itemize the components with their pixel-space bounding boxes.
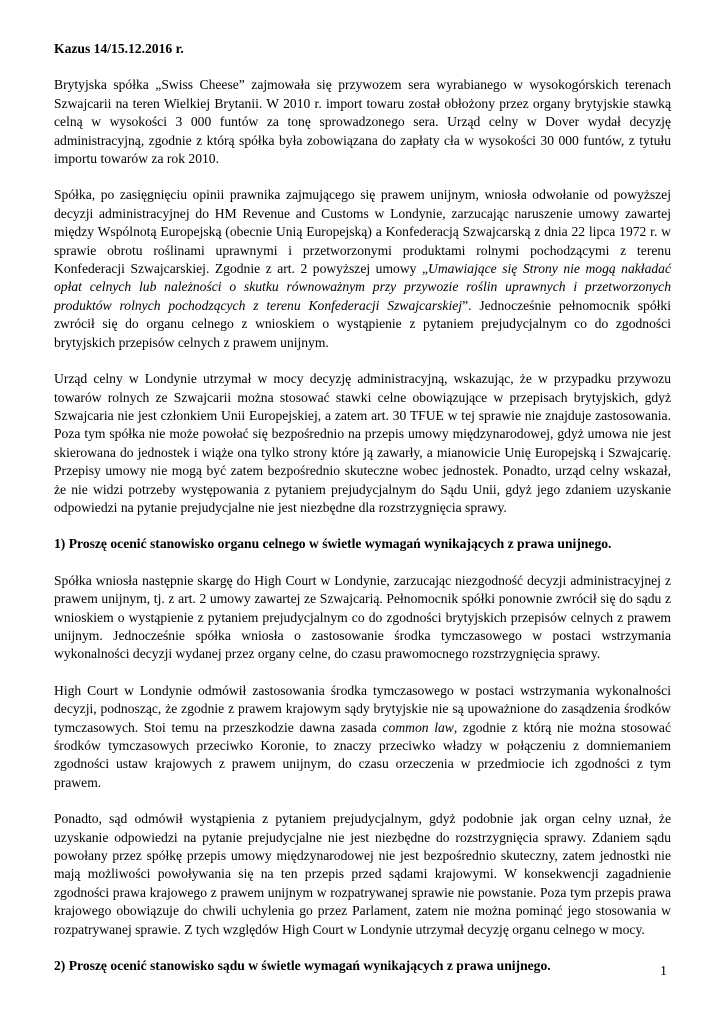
paragraph-high-court-complaint: Spółka wniosła następnie skargę do High Court w Londynie, zarzucając niezgodność decyzji administracyjnej z prawem unijnym, tj. z art. 2 umowy zawartej ze Szwajcarią. Pełnomocnik spółki ponownie zwrócił się do sądu z wnioskiem o wystąpienie z pytaniem prejudycjalnym co do zgodności brytyjskich przepisów celnych z prawem unijnym. Jednocześnie spółka wniosła o zastosowanie środka tymczasowego w postaci wstrzymania wykonalności decyzji wydanej przez organy celne, do czasu prawomocnego rozstrzygnięcia sprawy. <box>54 572 671 662</box>
question-1: 1) Proszę ocenić stanowisko organu celnego w świetle wymagań wynikających z prawa unijnego. <box>54 536 612 552</box>
paragraph-interim-text-before: High Court w Londynie odmówił zastosowania środka tymczasowego w postaci wstrzymania wykonalności decyzji, podnosząc, że zgodnie z prawem krajowym sądy brytyjskie nie są upoważnione do zasądzenia środków tymczasowych. Stoi temu na przeszkodzie dawna zasada <box>54 682 671 735</box>
paragraph-court-refusal: Ponadto, sąd odmówił wystąpienia z pytaniem prejudycjalnym, gdyż podobnie jak organ celny uznał, że uzyskanie odpowiedzi na pytanie prejudycjalne nie jest niezbędne do rozstrzygnięcia sprawy. Zdaniem sądu powołany przez spółkę przepis umowy międzynarodowej nie jest bezpośrednio skuteczny, zatem jednostki nie mają możliwości powoływania się na ten przepis przed sądami krajowymi. W konsekwencji zagadnienie zgodności prawa krajowego z prawem unijnym w rozpatrywanej sprawie nie powstanie. Poza tym przepis prawa krajowego obowiązuje do chwili uchylenia go przez Parlament, zatem nie można pominąć jego stosowania w rozpatrywanej sprawie. Z tych względów High Court w Londynie utrzymał decyzję organu celnego w mocy. <box>54 811 671 937</box>
paragraph-appeal <box>54 186 671 352</box>
question-2: 2) Proszę ocenić stanowisko sądu w świetle wymagań wynikających z prawa unijnego. <box>54 958 551 974</box>
paragraph-appeal-text-after: ”. Jednocześnie pełnomocnik spółki zwrócił się do organu celnego z wnioskiem o wystąpienie z pytaniem prejudycjalnym co do zgodności brytyjskich przepisów celnych z prawem unijnym. <box>54 297 671 350</box>
paragraph-interim-measures <box>54 682 671 792</box>
common-law-term: common law <box>382 719 454 735</box>
document-title: Kazus 14/15.12.2016 r. <box>54 41 184 56</box>
paragraph-facts: Brytyjska spółka „Swiss Cheese” zajmowała się przywozem sera wyrabianego w wysokogórskich terenach Szwajcarii na teren Wielkiej Brytanii. W 2010 r. import towaru został obłożony przez organy brytyjskie stawką celną w wysokości 3 000 funtów za tonę sprowadzonego sera. Urząd celny w Dover wydał decyzję administracyjną, zgodnie z którą spółka była zobowiązana do zapłaty cła w wysokości 30 000 funtów, z tytułu importu towarów za rok 2010. <box>54 77 671 167</box>
paragraph-customs-decision: Urząd celny w Londynie utrzymał w mocy decyzję administracyjną, wskazując, że w przypadku przywozu towarów rolnych ze Szwajcarii można stosować stawki celne obowiązujące w przepisach brytyjskich, gdyż Szwajcaria nie jest członkiem Unii Europejskiej, a zatem art. 30 TFUE w tej sprawie nie znajduje zastosowania. Poza tym spółka nie może powołać się bezpośrednio na przepis umowy międzynarodowej, gdyż umowa nie jest skierowana do jednostek i wiąże ona tylko strony które ją zawarły, a mianowicie Unię Europejską i Szwajcarię. Przepisy umowy nie mogą być zatem bezpośrednio skuteczne wobec jednostek. Ponadto, urząd celny wskazał, że nie widzi potrzeby występowania z pytaniem prejudycjalnym do Sądu Unii, gdyż jego zdaniem uzyskanie odpowiedzi na pytanie prejudycjalne nie jest niezbędne dla rozstrzygnięcia sprawy. <box>54 371 671 515</box>
paragraph-appeal-text-before: Spółka, po zasięgnięciu opinii prawnika zajmującego się prawem unijnym, wniosła odwołanie od powyższej decyzji administracyjnej do HM Revenue and Customs w Londynie, zarzucając naruszenie umowy zawartej między Wspólnotą Europejską (obecnie Unią Europejską) a Konfederacją Szwajcarską z dnia 22 lipca 1972 r. w sprawie obrotu roślinami uprawnymi i przetworzonymi produktami rolnymi pochodzącymi z terenu Konfederacji Szwajcarskiej. Zgodnie z art. 2 powyższej umowy „ <box>54 187 671 277</box>
paragraph-interim-text-after: , zgodnie z którą nie można stosować środków tymczasowych przeciwko Koronie, to znaczy przeciwko władzy w połączeniu z domniemaniem zgodności ustaw krajowych z prawem unijnym, do czasu orzeczenia w przedmiocie ich zgodności z tym prawem. <box>54 719 671 790</box>
quoted-treaty-article: Umawiające się Strony nie mogą nakładać opłat celnych lub należności o skutku równoważnym przy przywozie roślin uprawnych i przetworzonych produktów rolnych pochodzących z terenu Konfederacji Szwajcarskiej <box>54 261 671 313</box>
page-number: 1 <box>660 964 667 979</box>
document-page <box>54 40 671 993</box>
